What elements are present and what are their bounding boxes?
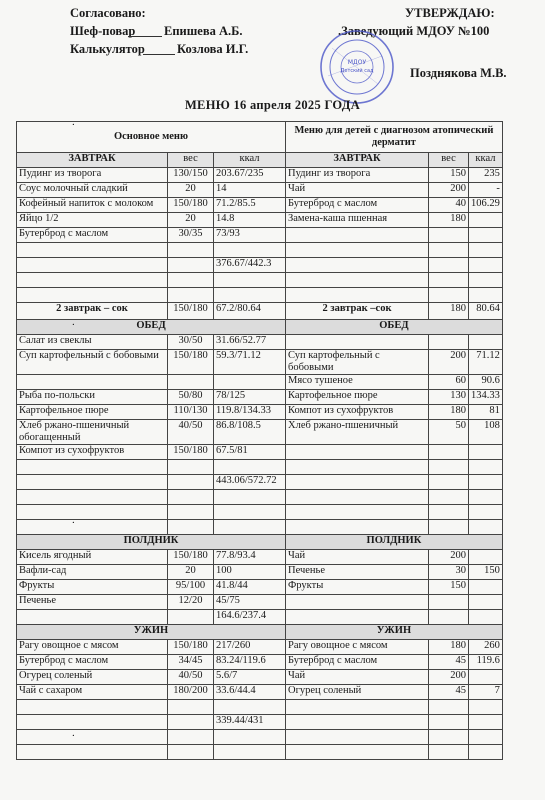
dish-kcal [469, 595, 503, 610]
dish-name: Мясо тушеное [286, 375, 429, 390]
table-row [17, 273, 503, 288]
dish-name [17, 460, 168, 475]
dish-kcal: 100 [214, 565, 286, 580]
dish-kcal: 14 [214, 183, 286, 198]
dish-weight: 150/180 [168, 640, 214, 655]
dish-weight: 30/50 [168, 335, 214, 350]
dish-name [17, 258, 168, 273]
weight-header: вес [429, 153, 469, 168]
dish-kcal [469, 213, 503, 228]
dish-kcal [469, 288, 503, 303]
table-row [17, 350, 503, 375]
dish-kcal [469, 700, 503, 715]
table-row [17, 610, 503, 625]
dish-kcal: 80.64 [469, 303, 503, 320]
dish-weight [168, 490, 214, 505]
dish-kcal [469, 550, 503, 565]
dish-kcal [214, 745, 286, 760]
dish-weight [429, 610, 469, 625]
weight-header: вес [168, 153, 214, 168]
dish-name: Фрукты [286, 580, 429, 595]
chef-signature [128, 36, 162, 37]
dish-weight [429, 460, 469, 475]
table-row [17, 168, 503, 183]
dish-name: Соус молочный сладкий [17, 183, 168, 198]
svg-text:МДОУ: МДОУ [347, 59, 367, 66]
menu-table [16, 121, 503, 760]
dish-kcal: 67.2/80.64 [214, 303, 286, 320]
section-header: ПОЛДНИК [17, 535, 286, 550]
dish-name: 2 завтрак – сок [17, 303, 168, 320]
dish-weight: 34/45 [168, 655, 214, 670]
dish-name [17, 745, 168, 760]
dish-name [17, 715, 168, 730]
dish-kcal: 339.44/431 [214, 715, 286, 730]
dish-kcal: 71.2/85.5 [214, 198, 286, 213]
dish-weight [168, 715, 214, 730]
dish-name [17, 375, 168, 390]
mark: . [72, 727, 75, 739]
dish-name: Картофельное пюре [286, 390, 429, 405]
dish-name [286, 520, 429, 535]
section-header: ОБЕД [286, 320, 503, 335]
approve-label: УТВЕРЖДАЮ: [405, 6, 495, 20]
dish-weight [168, 273, 214, 288]
section-header: ПОЛДНИК [286, 535, 503, 550]
dish-kcal [469, 745, 503, 760]
chef-label: Шеф-повар [70, 24, 136, 38]
table-row [17, 745, 503, 760]
dish-kcal [469, 670, 503, 685]
dish-kcal: 31.66/52.77 [214, 335, 286, 350]
dish-weight: 60 [429, 375, 469, 390]
dish-kcal: 33.6/44.4 [214, 685, 286, 700]
section-header: ОБЕД [17, 320, 286, 335]
dish-weight: 200 [429, 670, 469, 685]
section-header: УЖИН [17, 625, 286, 640]
mark: . [72, 116, 75, 128]
dish-weight [429, 700, 469, 715]
dish-kcal: 5.6/7 [214, 670, 286, 685]
dish-weight [168, 505, 214, 520]
table-row [17, 445, 503, 460]
dish-name: Кофейный напиток с молоком [17, 198, 168, 213]
dish-kcal: 41.8/44 [214, 580, 286, 595]
dish-kcal: 78/125 [214, 390, 286, 405]
dish-weight [168, 258, 214, 273]
dish-name [17, 730, 168, 745]
dish-weight: 20 [168, 213, 214, 228]
dish-kcal: 376.67/442.3 [214, 258, 286, 273]
dish-name: Суп картофельный с бобовыми [17, 350, 168, 375]
dish-weight: 180 [429, 640, 469, 655]
dish-kcal: 150 [469, 565, 503, 580]
kcal-header: ккал [469, 153, 503, 168]
dish-kcal: 217/260 [214, 640, 286, 655]
dish-name [17, 700, 168, 715]
meal-header: ЗАВТРАК [286, 153, 429, 168]
table-row [17, 655, 503, 670]
dish-kcal [214, 520, 286, 535]
dish-weight: 180 [429, 213, 469, 228]
table-row [17, 550, 503, 565]
dish-kcal [214, 730, 286, 745]
dish-kcal: 77.8/93.4 [214, 550, 286, 565]
dish-weight: 45 [429, 655, 469, 670]
table-row [17, 595, 503, 610]
dish-kcal: 7 [469, 685, 503, 700]
table-row [17, 505, 503, 520]
dish-weight: 20 [168, 183, 214, 198]
diet-menu-header: Меню для детей с диагнозом атопический дерматит [286, 122, 503, 153]
mark: . [72, 514, 75, 526]
dish-name: Печенье [286, 565, 429, 580]
dish-name: Бутерброд с маслом [17, 228, 168, 243]
dish-name: Огурец соленый [17, 670, 168, 685]
dish-weight [429, 730, 469, 745]
dish-weight: 12/20 [168, 595, 214, 610]
dish-weight: 150 [429, 580, 469, 595]
director-name: Позднякова М.В. [410, 66, 507, 80]
dish-kcal: 203.67/235 [214, 168, 286, 183]
dish-weight: 110/130 [168, 405, 214, 420]
table-row [17, 258, 503, 273]
dish-weight: 150/180 [168, 550, 214, 565]
dish-name [17, 610, 168, 625]
dish-kcal: 73/93 [214, 228, 286, 243]
table-row [17, 460, 503, 475]
dish-weight: 180/200 [168, 685, 214, 700]
dish-name [17, 505, 168, 520]
dish-kcal [214, 288, 286, 303]
dish-name [286, 273, 429, 288]
dish-weight [429, 258, 469, 273]
dish-kcal: 108 [469, 420, 503, 445]
table-row [17, 335, 503, 350]
dish-weight [168, 475, 214, 490]
dish-name: Бутерброд с маслом [286, 655, 429, 670]
dish-name: 2 завтрак –сок [286, 303, 429, 320]
dish-weight: 50/80 [168, 390, 214, 405]
table-row [17, 475, 503, 490]
dish-weight: 200 [429, 550, 469, 565]
dish-name [286, 335, 429, 350]
dish-weight [168, 288, 214, 303]
dish-name: Чай [286, 183, 429, 198]
dish-kcal: 260 [469, 640, 503, 655]
official-stamp [318, 28, 396, 106]
dish-name [286, 460, 429, 475]
chef-name: Епишева А.Б. [164, 24, 243, 38]
dish-name [286, 595, 429, 610]
dish-weight [429, 475, 469, 490]
dish-name [286, 288, 429, 303]
dish-name: Компот из сухофруктов [17, 445, 168, 460]
dish-weight [168, 243, 214, 258]
mark: . [72, 316, 75, 328]
dish-weight: 30 [429, 565, 469, 580]
dish-kcal [214, 505, 286, 520]
dish-weight [429, 715, 469, 730]
table-row [17, 320, 503, 335]
dish-kcal [469, 243, 503, 258]
dish-name: Хлеб ржано-пшеничный обогащенный [17, 420, 168, 445]
dish-name [286, 745, 429, 760]
dish-kcal: 90.6 [469, 375, 503, 390]
dish-kcal [469, 273, 503, 288]
dish-name [286, 610, 429, 625]
dish-kcal [469, 460, 503, 475]
calculator-signature [143, 54, 175, 55]
dish-weight [429, 288, 469, 303]
dish-kcal: 67.5/81 [214, 445, 286, 460]
director-title: .Заведующий МДОУ №100 [338, 24, 490, 38]
dish-name: Яйцо 1/2 [17, 213, 168, 228]
dish-weight [168, 730, 214, 745]
dish-name [17, 520, 168, 535]
dish-weight [168, 745, 214, 760]
dish-kcal: 45/75 [214, 595, 286, 610]
dish-weight: 200 [429, 183, 469, 198]
table-row [17, 303, 503, 320]
dish-weight [429, 335, 469, 350]
table-row [17, 520, 503, 535]
dish-weight: 40 [429, 198, 469, 213]
dish-weight: 200 [429, 350, 469, 375]
dish-name [286, 228, 429, 243]
dish-weight: 130/150 [168, 168, 214, 183]
dish-kcal [469, 335, 503, 350]
dish-kcal [469, 475, 503, 490]
dish-weight: 180 [429, 405, 469, 420]
dish-kcal [469, 490, 503, 505]
table-row [17, 243, 503, 258]
dish-name [286, 490, 429, 505]
dish-name: Компот из сухофруктов [286, 405, 429, 420]
dish-weight [168, 610, 214, 625]
dish-weight: 150/180 [168, 350, 214, 375]
dish-weight: 130 [429, 390, 469, 405]
dish-kcal [469, 505, 503, 520]
dish-kcal: 14.8 [214, 213, 286, 228]
dish-weight: 30/35 [168, 228, 214, 243]
dish-kcal: 59.3/71.12 [214, 350, 286, 375]
table-row [17, 730, 503, 745]
dish-name [286, 700, 429, 715]
table-row [17, 640, 503, 655]
dish-name: Картофельное пюре [17, 405, 168, 420]
dish-name: Пудинг из творога [286, 168, 429, 183]
meal-header: ЗАВТРАК [17, 153, 168, 168]
dish-name [17, 273, 168, 288]
dish-weight: 50 [429, 420, 469, 445]
main-menu-header: Основное меню [17, 122, 286, 153]
dish-kcal [469, 610, 503, 625]
dish-weight [429, 520, 469, 535]
table-row [17, 625, 503, 640]
dish-name: Огурец соленый [286, 685, 429, 700]
table-row [17, 420, 503, 445]
dish-kcal: 119.8/134.33 [214, 405, 286, 420]
dish-weight [168, 520, 214, 535]
dish-weight: 150/180 [168, 445, 214, 460]
dish-name: Салат из свеклы [17, 335, 168, 350]
table-row [17, 153, 503, 168]
dish-kcal: 119.6 [469, 655, 503, 670]
dish-kcal [469, 520, 503, 535]
dish-name: Замена-каша пшенная [286, 213, 429, 228]
dish-kcal: 86.8/108.5 [214, 420, 286, 445]
dish-weight: 40/50 [168, 670, 214, 685]
table-row [17, 490, 503, 505]
dish-name: Печенье [17, 595, 168, 610]
dish-kcal [469, 258, 503, 273]
dish-name: Рагу овощное с мясом [17, 640, 168, 655]
dish-kcal [214, 490, 286, 505]
dish-name: Бутерброд с маслом [17, 655, 168, 670]
dish-weight: 95/100 [168, 580, 214, 595]
svg-text:Детский сад: Детский сад [340, 68, 374, 74]
dish-weight [168, 460, 214, 475]
table-row [17, 565, 503, 580]
dish-name: Рыба по-польски [17, 390, 168, 405]
dish-kcal: 235 [469, 168, 503, 183]
dish-weight: 40/50 [168, 420, 214, 445]
dish-weight [429, 228, 469, 243]
dish-kcal [214, 273, 286, 288]
table-row [17, 700, 503, 715]
table-row [17, 228, 503, 243]
table-row [17, 183, 503, 198]
dish-name: Вафли-сад [17, 565, 168, 580]
dish-kcal [469, 715, 503, 730]
dish-kcal [214, 460, 286, 475]
dish-kcal: - [469, 183, 503, 198]
dish-kcal: 83.24/119.6 [214, 655, 286, 670]
calculator-label: Калькулятор [70, 42, 145, 56]
table-row [17, 715, 503, 730]
dish-weight [429, 595, 469, 610]
dish-weight [429, 505, 469, 520]
table-row [17, 213, 503, 228]
dish-weight [429, 273, 469, 288]
dish-weight [168, 375, 214, 390]
dish-name [286, 505, 429, 520]
dish-kcal [214, 700, 286, 715]
table-row [17, 288, 503, 303]
dish-weight [429, 445, 469, 460]
calculator-name: Козлова И.Г. [177, 42, 249, 56]
dish-name [286, 730, 429, 745]
dish-name: Фрукты [17, 580, 168, 595]
dish-name: Кисель ягодный [17, 550, 168, 565]
table-row [17, 375, 503, 390]
dish-name: Хлеб ржано-пшеничный [286, 420, 429, 445]
dish-name [286, 258, 429, 273]
dish-name [17, 475, 168, 490]
dish-name: Чай [286, 550, 429, 565]
section-header: УЖИН [286, 625, 503, 640]
dish-kcal: 134.33 [469, 390, 503, 405]
dish-name [286, 715, 429, 730]
table-row [17, 535, 503, 550]
dish-weight: 150/180 [168, 198, 214, 213]
dish-name: Рагу овощное с мясом [286, 640, 429, 655]
dish-name [286, 243, 429, 258]
dish-name: Чай [286, 670, 429, 685]
dish-kcal: 81 [469, 405, 503, 420]
dish-kcal [214, 243, 286, 258]
dish-name [286, 445, 429, 460]
dish-name: Пудинг из творога [17, 168, 168, 183]
kcal-header: ккал [214, 153, 286, 168]
dish-weight: 180 [429, 303, 469, 320]
agreed-label: Согласовано: [70, 6, 146, 20]
dish-kcal [469, 730, 503, 745]
dish-weight: 150/180 [168, 303, 214, 320]
dish-name [17, 288, 168, 303]
dish-weight [168, 700, 214, 715]
dish-name: Бутерброд с маслом [286, 198, 429, 213]
dish-kcal: 443.06/572.72 [214, 475, 286, 490]
dish-weight: 45 [429, 685, 469, 700]
table-row [17, 198, 503, 213]
dish-kcal: 164.6/237.4 [214, 610, 286, 625]
dish-kcal: 71.12 [469, 350, 503, 375]
table-row [17, 390, 503, 405]
menu-title: МЕНЮ 16 апреля 2025 ГОДА [184, 98, 361, 112]
dish-kcal [469, 445, 503, 460]
dish-name [17, 243, 168, 258]
dish-name [286, 475, 429, 490]
dish-weight: 20 [168, 565, 214, 580]
dish-kcal: 106.29 [469, 198, 503, 213]
dish-kcal [214, 375, 286, 390]
table-row [17, 670, 503, 685]
dish-weight [429, 490, 469, 505]
dish-name [17, 490, 168, 505]
table-row [17, 405, 503, 420]
dish-weight: 150 [429, 168, 469, 183]
dish-kcal [469, 228, 503, 243]
dish-name: Суп картофельный с бобовыми [286, 350, 429, 375]
table-row [17, 685, 503, 700]
dish-kcal [469, 580, 503, 595]
dish-weight [429, 745, 469, 760]
dish-name: Чай с сахаром [17, 685, 168, 700]
dish-weight [429, 243, 469, 258]
table-row [17, 580, 503, 595]
